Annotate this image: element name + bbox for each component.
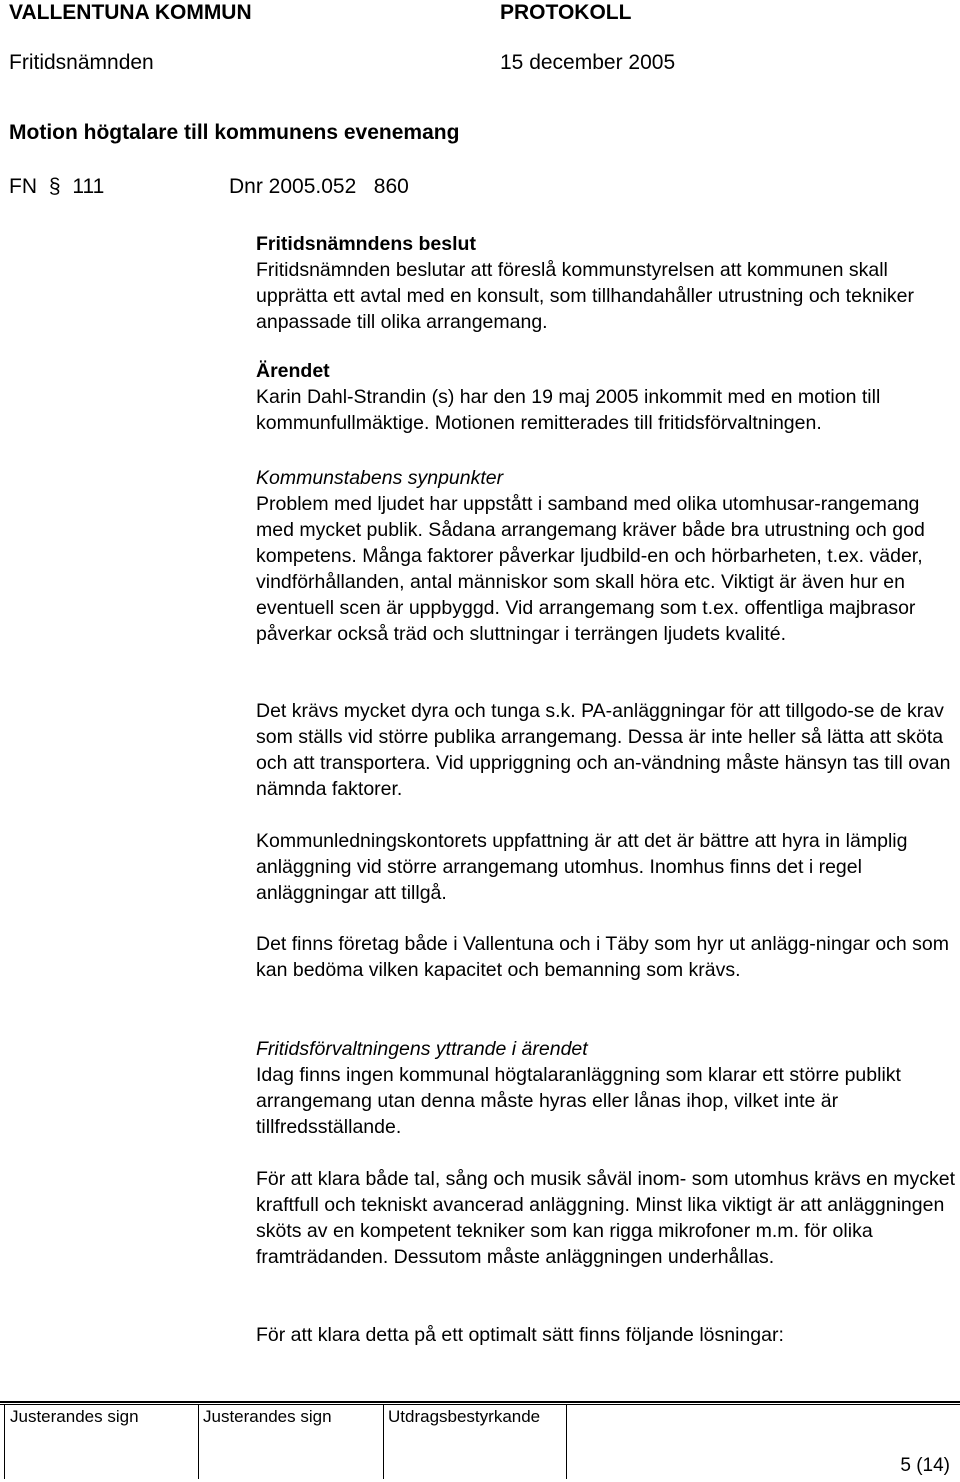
paragraph-text: Det finns företag både i Vallentuna och i Täby som hyr ut anlägg-ningar och som kan bedöma vilken kapacitet och bemanning som krävs.	[256, 933, 950, 981]
administration-statement-paragraph: Idag finns ingen kommunal högtalaranläggning som klarar ett större publikt arrangemang utan denna måste hyras eller lånas ihop, vilket inte är tillfredsställande.	[256, 1064, 901, 1138]
fn-prefix: FN	[9, 175, 37, 198]
footer-cell-divider	[198, 1405, 199, 1479]
document-type: PROTOKOLL	[500, 1, 632, 24]
signature-field-2: Justerandes sign	[203, 1407, 332, 1426]
footer-cell-divider	[566, 1405, 567, 1479]
committee-name: Fritidsnämnden	[9, 51, 154, 74]
administration-statement-paragraph-3	[256, 1322, 956, 1348]
staff-opinion-section	[256, 465, 956, 647]
case-number: 111	[72, 175, 105, 198]
administration-statement-section	[256, 1036, 956, 1140]
decision-heading: Fritidsnämndens beslut	[256, 233, 476, 255]
signature-field-1: Justerandes sign	[10, 1407, 139, 1426]
extract-certification-field: Utdragsbestyrkande	[388, 1407, 541, 1426]
section-symbol: §	[48, 175, 61, 198]
administration-statement-heading: Fritidsförvaltningens yttrande i ärendet	[256, 1038, 588, 1060]
case-heading: Ärendet	[256, 360, 330, 382]
footer-rule-thin	[0, 1404, 960, 1405]
dnr-reference: Dnr 2005.052 860	[229, 175, 409, 198]
paragraph-text: För att klara detta på ett optimalt sätt finns följande lösningar:	[256, 1324, 784, 1346]
page-number: 5 (14)	[900, 1455, 950, 1476]
administration-statement-paragraph-2	[256, 1166, 956, 1270]
paragraph-text: För att klara både tal, sång och musik såväl inom- som utomhus krävs en mycket kraftfull och tekniskt avancerad anläggning. Minst lika viktigt är att anläggningen sköts av en kompetent tekniker som kan rigga mikrofoner m.m. för olika framträdanden. Dessutom måste anläggningen underhållas.	[256, 1168, 956, 1268]
staff-opinion-paragraph-3	[256, 828, 956, 906]
staff-opinion-paragraph: Problem med ljudet har uppstått i samband med olika utomhusar-rangemang med mycket publik. Sådana arrangemang kräver både bra utrustning och god kompetens. Många faktorer påverkar ljudbild-en och hörbarheten, t.ex. väder, vindförhållanden, antal människor som skall höra etc. Viktigt är även hur en eventuell scen är uppbyggd. Vid arrangemang som t.ex. offentliga majbrasor påverkar också träd och sluttningar i terrängen ljudets kvalité.	[256, 493, 925, 645]
page-title: Motion högtalare till kommunens evenemang	[9, 121, 460, 144]
case-section	[256, 358, 956, 436]
footer-rule	[0, 1401, 960, 1403]
case-line	[9, 175, 409, 199]
paragraph-text: Kommunledningskontorets uppfattning är att det är bättre att hyra in lämplig anläggning vid större arrangemang utomhus. Inomhus finns det i regel anläggningar att tillgå.	[256, 830, 908, 904]
staff-opinion-paragraph-4	[256, 931, 956, 983]
footer-cell-divider	[383, 1405, 384, 1479]
meeting-date: 15 december 2005	[500, 51, 676, 74]
decision-text: Fritidsnämnden beslutar att föreslå kommunstyrelsen att kommunen skall upprätta ett avtal med en konsult, som tillhandahåller utrustning och tekniker anpassade till olika arrangemang.	[256, 259, 914, 333]
paragraph-text: Det krävs mycket dyra och tunga s.k. PA-anläggningar för att tillgodo-se de krav som ställs vid större publika arrangemang. Dessa är inte heller så lätta att sköta och att transportera. Vid uppriggning och an-vändning måste hänsyn tas till ovan nämnda faktorer.	[256, 700, 951, 800]
staff-opinion-heading: Kommunstabens synpunkter	[256, 467, 504, 489]
decision-section	[256, 231, 956, 335]
case-text: Karin Dahl-Strandin (s) har den 19 maj 2005 inkommit med en motion till kommunfullmäktige. Motionen remitterades till fritidsförvaltningen.	[256, 386, 881, 434]
municipality-name: VALLENTUNA KOMMUN	[9, 1, 252, 24]
footer-cell-divider	[4, 1405, 5, 1479]
staff-opinion-paragraph-2	[256, 698, 956, 802]
